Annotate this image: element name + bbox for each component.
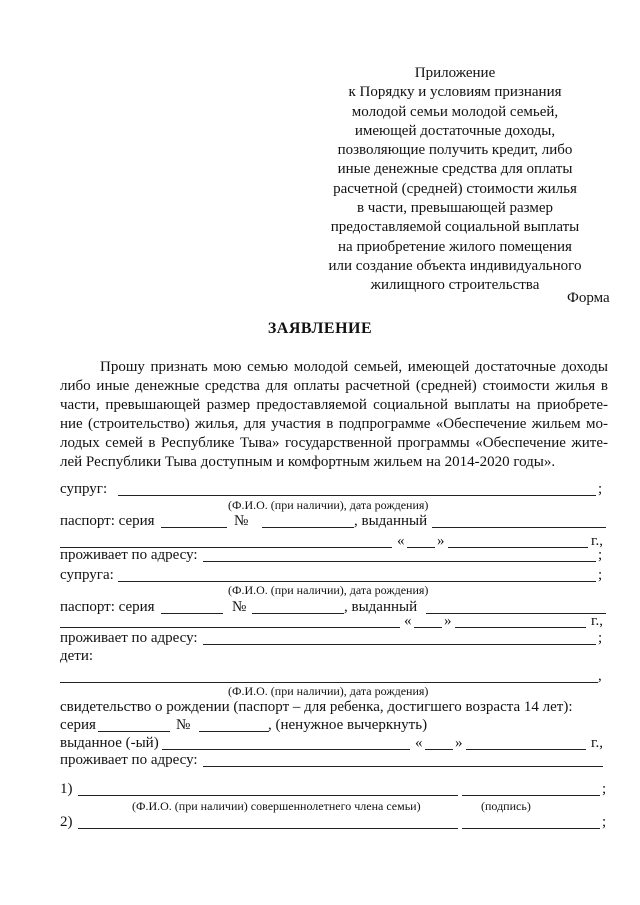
- year-suffix: г.,: [591, 735, 603, 751]
- comma: ,: [598, 668, 602, 684]
- appendix-line: иные денежные средства для оплаты: [337, 161, 573, 178]
- passport-number-field[interactable]: [262, 527, 354, 528]
- appendix-header: [300, 64, 610, 296]
- fio-hint: (Ф.И.О. (при наличии), дата рождения): [228, 498, 429, 512]
- certificate-series-field[interactable]: [98, 731, 170, 732]
- issue-date-field[interactable]: [466, 749, 586, 750]
- semicolon: ;: [602, 814, 607, 830]
- appendix-line: к Порядку и условиям признания: [348, 84, 562, 101]
- semicolon: ;: [598, 547, 603, 563]
- member-2-signature-field[interactable]: [462, 828, 600, 829]
- spouse-husband-field[interactable]: [118, 495, 596, 496]
- issue-date-field[interactable]: [448, 547, 588, 548]
- issue-date-field[interactable]: [455, 627, 586, 628]
- quote-close: »: [455, 735, 463, 751]
- issue-day-field[interactable]: [407, 547, 435, 548]
- certificate-issued-by-field[interactable]: [162, 749, 410, 750]
- member-1-name-field[interactable]: [78, 795, 458, 796]
- cross-out-note: , (ненужное вычеркнуть): [268, 717, 428, 733]
- number-sign: №: [232, 599, 247, 615]
- member-1-signature-field[interactable]: [462, 795, 600, 796]
- address-label: проживает по адресу:: [60, 630, 198, 646]
- address-field[interactable]: [203, 766, 603, 767]
- year-suffix: г.,: [591, 613, 603, 629]
- paragraph-line: либо иные денежные средства для оплаты расчетной (средней) стоимости жилья в: [60, 378, 608, 394]
- year-suffix: г.,: [591, 533, 603, 549]
- appendix-line: в части, превышающей размер: [356, 200, 554, 217]
- form-label: Форма: [567, 290, 610, 306]
- passport-number-field[interactable]: [252, 613, 344, 614]
- address-label: проживает по адресу:: [60, 752, 198, 768]
- number-sign: №: [234, 513, 249, 529]
- quote-close: »: [437, 533, 445, 549]
- appendix-line: предоставляемой социальной выплаты: [330, 219, 580, 236]
- appendix-line: позволяющие получить кредит, либо: [337, 142, 573, 159]
- quote-open: «: [415, 735, 423, 751]
- paragraph-line: Прошу признать мою семью молодой семьей, имеющей достаточные доходы: [100, 359, 608, 375]
- passport-series-label: паспорт: серия: [60, 599, 155, 615]
- member-hint: (Ф.И.О. (при наличии) совершеннолетнего члена семьи): [132, 799, 421, 813]
- issued-by-label: выданное (-ый): [60, 735, 159, 751]
- issue-day-field[interactable]: [414, 627, 442, 628]
- passport-issued-by-field-continued[interactable]: [60, 627, 400, 628]
- quote-close: »: [444, 613, 452, 629]
- address-field[interactable]: [203, 561, 596, 562]
- semicolon: ;: [598, 567, 603, 583]
- document-title: ЗАЯВЛЕНИЕ: [267, 320, 373, 337]
- appendix-line: имеющей достаточные доходы,: [354, 122, 556, 139]
- member-2-label: 2): [60, 814, 73, 830]
- certificate-number-field[interactable]: [199, 731, 269, 732]
- member-2-name-field[interactable]: [78, 828, 458, 829]
- appendix-line: Приложение: [414, 65, 496, 81]
- semicolon: ;: [598, 481, 603, 497]
- address-field[interactable]: [203, 644, 596, 645]
- passport-issued-by-field[interactable]: [432, 527, 606, 528]
- passport-series-field[interactable]: [161, 527, 227, 528]
- appendix-line: на приобретение жилого помещения: [338, 238, 572, 255]
- address-label: проживает по адресу:: [60, 547, 198, 563]
- semicolon: ;: [602, 781, 607, 797]
- quote-open: «: [397, 533, 405, 549]
- passport-series-field[interactable]: [161, 613, 223, 614]
- application-paragraph: [60, 358, 608, 472]
- appendix-line: жилищного строительства: [370, 277, 540, 294]
- fio-hint: (Ф.И.О. (при наличии), дата рождения): [228, 583, 429, 597]
- number-sign: №: [176, 717, 191, 733]
- appendix-line: или создание объекта индивидуального: [328, 257, 582, 274]
- quote-open: «: [404, 613, 412, 629]
- spouse-wife-label: супруга:: [60, 567, 114, 583]
- appendix-line: расчетной (средней) стоимости жилья: [333, 180, 577, 197]
- semicolon: ;: [598, 630, 603, 646]
- birth-certificate-label: свидетельство о рождении (паспорт – для ребенка, достигшего возраста 14 лет):: [60, 699, 573, 715]
- issue-day-field[interactable]: [425, 749, 453, 750]
- passport-issued-by-field[interactable]: [426, 613, 606, 614]
- passport-series-label: паспорт: серия: [60, 513, 155, 529]
- paragraph-line: лей Республики Тыва доступным и комфортным жильем на 2014-2020 годы».: [60, 454, 556, 470]
- signature-hint: (подпись): [481, 799, 531, 813]
- spouse-wife-field[interactable]: [118, 581, 596, 582]
- issued-label: , выданный: [344, 599, 418, 615]
- children-field[interactable]: [60, 682, 598, 683]
- series-label: серия: [60, 717, 96, 733]
- children-label: дети:: [60, 648, 94, 664]
- paragraph-line: лодых семей в Республике Тыва» государственной программы «Обеспечение жите-: [60, 435, 608, 451]
- member-1-label: 1): [60, 781, 73, 797]
- paragraph-line: ние (строительство) жилья, для участия в подпрограмме «Обеспечение жильем мо-: [60, 416, 608, 432]
- issued-label: , выданный: [354, 513, 428, 529]
- appendix-line: молодой семьи молодой семьей,: [351, 103, 559, 120]
- fio-hint: (Ф.И.О. (при наличии), дата рождения): [228, 684, 429, 698]
- paragraph-line: части, превышающей размер предоставляемой социальной выплаты на приобрете-: [60, 397, 608, 413]
- spouse-husband-label: супруг:: [60, 481, 108, 497]
